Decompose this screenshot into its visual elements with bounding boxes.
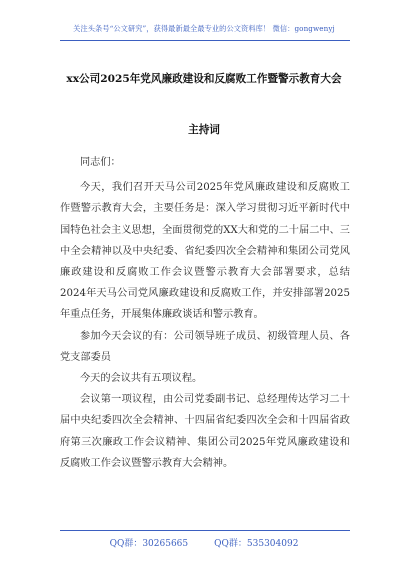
footer-qq-group-1: QQ群：30265665 <box>109 539 189 549</box>
header-divider <box>60 40 350 41</box>
paragraph-agenda-item-1: 会议第一项议程，由公司党委副书记、总经理传达学习二十届中央纪委四次全会精神、十四届省纪委四次全会和十四届省政府第三次廉政工作会议精神、集团公司2025年党风廉政建设和反腐败工作会议暨警示教育大会精神。 <box>60 394 350 469</box>
footer-contact <box>0 536 408 549</box>
paragraph-agenda-count: 今天的会议共有五项议程。 <box>80 373 203 385</box>
document-subtitle: 主持词 <box>188 124 220 136</box>
paragraph-opening: 今天，我们召开天马公司2025年党风廉政建设和反腐败工作暨警示教育大会，主要任务是：深入学习贯彻习近平新时代中国特色社会主义思想，全面贯彻党的XX大和党的二十届二中、三中全会精神以及中央纪委、省纪委四次全会精神和集团公司党风廉政建设和反腐败工作会议暨警示教育大会部署要求，总结2024年天马公司党风廉政建设和反腐败工作，并安排部署2025年重点任务，开展集体廉政谈话和警示教育。 <box>60 182 350 321</box>
footer-qq-group-2: QQ群：535304092 <box>214 539 299 549</box>
document-body <box>60 152 350 474</box>
header-notice: 关注头条号“公文研究”，获得最新最全最专业的公文资料库！ 微信：gongwenyj <box>73 24 335 33</box>
footer-divider <box>60 530 350 531</box>
paragraph-attendees: 参加今天会议的有：公司领导班子成员、初级管理人员、各党支部委员 <box>60 330 350 363</box>
document-title: xx公司2025年党风廉政建设和反腐败工作暨警示教育大会 <box>66 73 342 85</box>
greeting: 同志们： <box>80 157 121 168</box>
